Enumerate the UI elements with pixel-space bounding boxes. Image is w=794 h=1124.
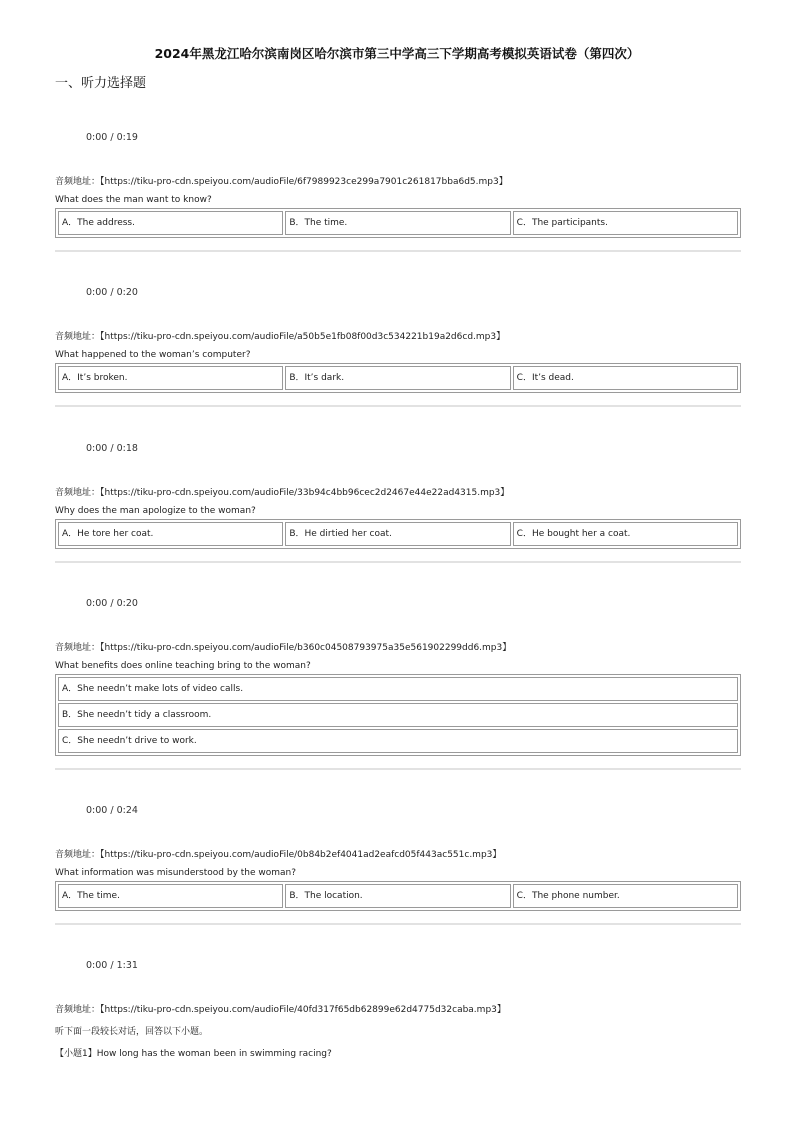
- divider: [55, 561, 741, 563]
- option-b[interactable]: B．The time.: [285, 211, 510, 235]
- divider: [55, 768, 741, 770]
- audio-url: 音频地址：【https://tiku-pro-cdn.speiyou.com/audioFile/33b94c4bb96cec2d2467e44e22ad4315.mp3】: [55, 488, 510, 498]
- divider: [55, 923, 741, 925]
- options-row: [58, 884, 738, 908]
- option-a[interactable]: A．The time.: [58, 884, 283, 908]
- audio-player-time[interactable]: 0:00 / 0:18: [86, 443, 138, 454]
- section-title: 一、听力选择题: [55, 76, 147, 91]
- audio-player-time[interactable]: 0:00 / 0:20: [86, 287, 138, 298]
- audio-player-time[interactable]: 0:00 / 0:24: [86, 805, 138, 816]
- options-row: [58, 677, 738, 701]
- option-c[interactable]: C．She needn’t drive to work.: [58, 729, 738, 753]
- options-table: [55, 674, 741, 756]
- option-a[interactable]: A．The address.: [58, 211, 283, 235]
- options-table: [55, 519, 741, 549]
- divider: [55, 250, 741, 252]
- option-a[interactable]: A．He tore her coat.: [58, 522, 283, 546]
- options-table: [55, 881, 741, 911]
- divider: [55, 405, 741, 407]
- audio-url: 音频地址：【https://tiku-pro-cdn.speiyou.com/audioFile/b360c04508793975a35e561902299dd6.mp3】: [55, 643, 512, 653]
- option-c[interactable]: C．The participants.: [513, 211, 738, 235]
- question-prompt: What happened to the woman’s computer?: [55, 350, 251, 360]
- options-table: [55, 208, 741, 238]
- options-row: [58, 729, 738, 753]
- audio-url: 音频地址：【https://tiku-pro-cdn.speiyou.com/audioFile/6f7989923ce299a7901c261817bba6d5.mp3】: [55, 177, 508, 187]
- audio-url: 音频地址：【https://tiku-pro-cdn.speiyou.com/audioFile/0b84b2ef4041ad2eafcd05f443ac551c.mp3】: [55, 850, 502, 860]
- audio-url: 音频地址：【https://tiku-pro-cdn.speiyou.com/audioFile/40fd317f65db62899e62d4775d32caba.mp3】: [55, 1005, 506, 1015]
- options-row: [58, 211, 738, 235]
- option-b[interactable]: B．He dirtied her coat.: [285, 522, 510, 546]
- question-prompt: What information was misunderstood by the woman?: [55, 868, 297, 878]
- audio-player-time[interactable]: 0:00 / 1:31: [86, 960, 138, 971]
- page-title: 2024年黑龙江哈尔滨南岗区哈尔滨市第三中学高三下学期高考模拟英语试卷（第四次）: [154, 46, 640, 61]
- sub-question-prompt: 【小题1】How long has the woman been in swimming racing?: [55, 1049, 332, 1059]
- option-b[interactable]: B．She needn’t tidy a classroom.: [58, 703, 738, 727]
- option-b[interactable]: B．The location.: [285, 884, 510, 908]
- option-c[interactable]: C．The phone number.: [513, 884, 738, 908]
- option-b[interactable]: B．It’s dark.: [285, 366, 510, 390]
- options-row: [58, 703, 738, 727]
- options-table: [55, 363, 741, 393]
- option-a[interactable]: A．It’s broken.: [58, 366, 283, 390]
- option-c[interactable]: C．It’s dead.: [513, 366, 738, 390]
- option-c[interactable]: C．He bought her a coat.: [513, 522, 738, 546]
- audio-player-time[interactable]: 0:00 / 0:20: [86, 598, 138, 609]
- options-row: [58, 366, 738, 390]
- audio-player-time[interactable]: 0:00 / 0:19: [86, 132, 138, 143]
- audio-url: 音频地址：【https://tiku-pro-cdn.speiyou.com/audioFile/a50b5e1fb08f00d3c534221b19a2d6cd.mp3】: [55, 332, 506, 342]
- question-prompt: What benefits does online teaching bring to the woman?: [55, 661, 311, 671]
- option-a[interactable]: A．She needn’t make lots of video calls.: [58, 677, 738, 701]
- options-row: [58, 522, 738, 546]
- question-prompt: Why does the man apologize to the woman?: [55, 506, 256, 516]
- question-prompt: What does the man want to know?: [55, 195, 212, 205]
- instruction-text: 听下面一段较长对话，回答以下小题。: [55, 1027, 209, 1037]
